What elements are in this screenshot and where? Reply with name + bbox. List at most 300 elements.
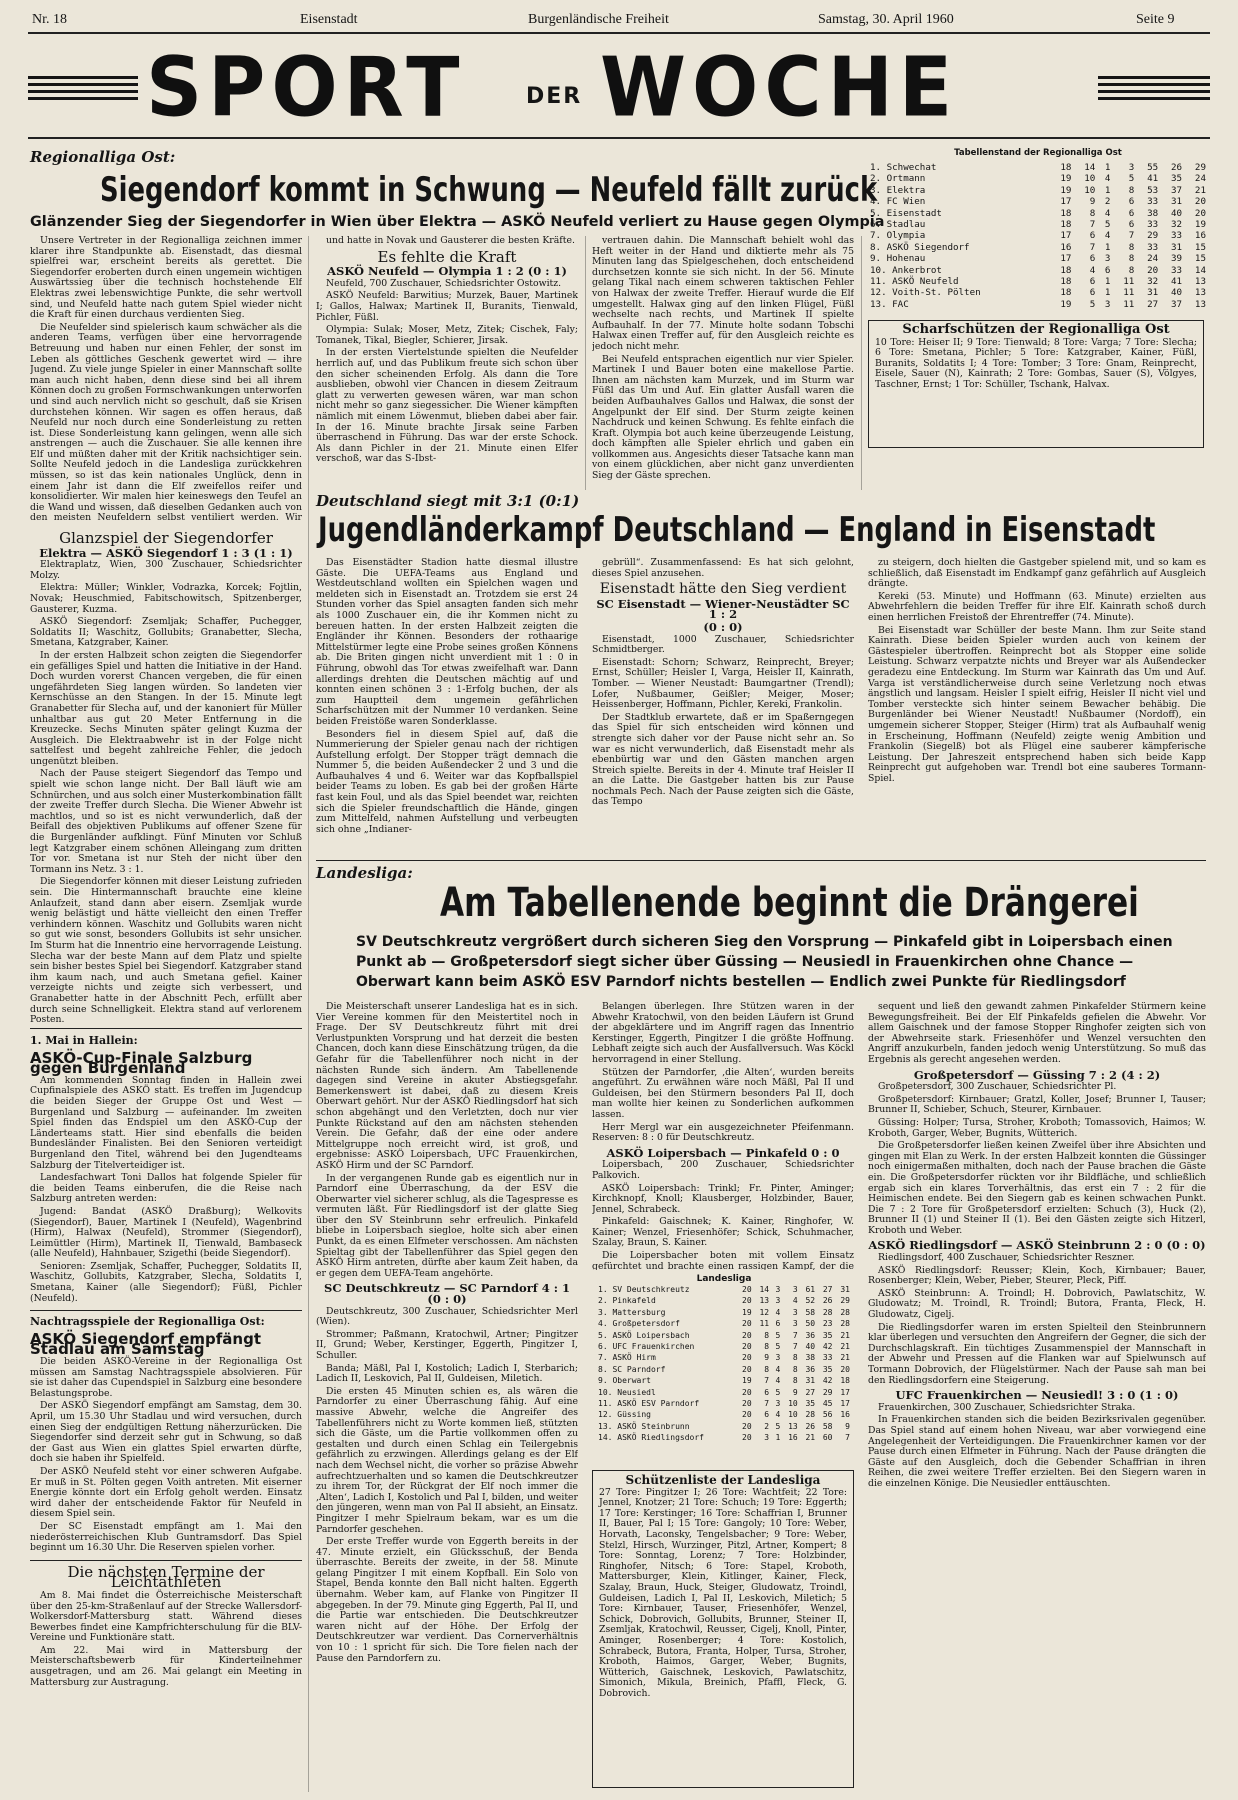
table-row xyxy=(868,265,1208,276)
stat-cell: 42 xyxy=(822,1342,833,1352)
paragraph: Nach der Pause steigert Siegendorf das Tempo und spielt wie schon lange nicht. Der Ball läuft wie am Schnürchen, und aus solch einer Musterkombination fällt der zweite Treffer durch Slecha. Die Wiener Abwehr ist machtlos, und so ist es nicht verwunderlich, daß der Beifall des objektiven Publikums auf offener Szene für die Burgenländer aufklingt. Fünf Minuten vor Schluß legt Katzgraber einem schönen Alleingang zum dritten Tor vor. Smetana ist nur Steh der nicht über den Tormann ins Netz. 3 : 1. xyxy=(30,768,302,875)
stat-cell: 11 xyxy=(1123,298,1135,310)
masthead-der: DER xyxy=(526,84,583,109)
paragraph: Das Eisenstädter Stadion hatte diesmal illustre Gäste. Die UEFA-Teams aus England und Westdeutschland wollten ein Spielchen wagen und meldeten sich in Eisenstadt an. Trotzdem sie erst 24 Stunden vorher das Spiel ansagten fanden sich mehr als 1000 Zuschauer ein, die ihr Kommen nicht zu bereuen hatten. In der ersten Halbzeit zeigten die Engländer ihr Können. Besonders der rothaarige Mittelstürmer legte eine Probe seines großen Könnens ab. Die Briten gingen nicht unverdient mit 1 : 0 in Führung, obwohl das Tor etwas zweifelhaft war. Dann allerdings drehten die Deutschen mächtig auf und konnten einen schönen 3 : 1-Erfolg buchen, der als zum Hauptteil dem ungemein gefährlichen Scharfschützen mit der Nummer 10 verdanken. Seine beiden Freistöße waren Sonderklasse. xyxy=(316,558,578,727)
stat-cell: 20 xyxy=(742,1296,752,1306)
left-lower-column xyxy=(30,1034,302,1794)
table-row xyxy=(596,1307,852,1318)
stat-cell: 38 xyxy=(805,1353,816,1363)
regionalliga-standings xyxy=(868,148,1208,310)
stat-cell: 33 xyxy=(1147,241,1159,253)
paragraph: Die Riedlingsdorfer waren im ersten Spielteil den Steinbrunnern klar überlegen und versuchten den Angreifern der Gegner, die sich der Durchschlagskraft. Ein tüchtiges Zusammenspiel der Mannschaft in der Abwehr und Pressen auf die Flanken war auf Spielwunsch auf Tormann Dobrovich, der Flügelstürmer. Nach der Pause sah man bei den Riedlingsdorfern eine Steigerung. xyxy=(868,1321,1206,1386)
issue-number: Nr. 18 xyxy=(32,12,67,27)
masthead xyxy=(28,40,1210,136)
paragraph: Der erste Treffer wurde von Eggerth bereits in der 47. Minute erzielt, ein Glücksschuß, der Benda überraschte. Bereits der zweite, in der 58. Minute gelang Pingitzer I mit einem Kopfball. Ein Solo von Stapel, Benda konnte den Ball nicht halten. Eggerth übernahm. Weber kam, auf Flanke von Pingitzer II abgegeben. In der 79. Minute ging Eggerth, Pal II, und die Partie war entschieden. Die Deutschkreutzer waren nicht auf der Höhe. Der Erfolg der Deutschkreutzer war verdient. Das Cornerverhältnis von 10 : 1 spricht für sich. Die Tore fielen nach der Pause den Parndorfern zu. xyxy=(316,1536,578,1664)
stat-cell: 9 xyxy=(764,1353,770,1363)
stat-cell: 35 xyxy=(805,1399,816,1409)
stat-cell: 7 xyxy=(764,1399,770,1409)
stat-cell: 24 xyxy=(1147,253,1159,265)
paragraph: Die Siegendorfer können mit dieser Leistung zufrieden sein. Die Hintermannschaft brauchte eine kleine Anlaufzeit, stand dann aber eisern. Zsemljak wurde wenig belästigt und hätte vielleicht den einen Treffer verhindern können. Waschitz und Gollubits waren nicht so gut wie sonst, besonders Gollubits ist sehr unsicher. Im Sturm hat die Innentrio eine hervorragende Leistung. Slecha war der beste Mann auf dem Platz und spielte sein bisher bestes Spiel bei Siegendorf. Katzgraber stand ihm kaum nach, und auch Smetana gefiel. Kainer verzeigte nichts und zeigte sich verbessert, und Granabetter hatte in der Abschnitt Pech, erfüllt aber durch seine Schnelligkeit. Elektra stand auf verlorenem Posten. xyxy=(30,876,302,1024)
lead-column-3 xyxy=(592,236,854,490)
stat-cell: 3 xyxy=(1128,162,1135,173)
stat-cell: 18 xyxy=(1060,207,1072,219)
lead-kicker: Regionalliga Ost: xyxy=(30,148,176,166)
stat-cell: 41 xyxy=(1170,276,1183,288)
paragraph: Herr Mergl war ein ausgezeichneter Pfeifenmann. Reserven: 8 : 0 für Deutschkreutz. xyxy=(592,1121,854,1144)
team-cell: 9. Hohenau xyxy=(870,253,926,265)
stat-cell: 33 xyxy=(822,1353,833,1363)
stat-cell: 18 xyxy=(1060,264,1072,276)
stat-cell: 3 xyxy=(1104,298,1111,310)
masthead-woche: WOCHE xyxy=(600,40,959,136)
table-row xyxy=(596,1387,852,1398)
stat-cell: 14 xyxy=(1194,264,1206,276)
stat-cell: 6 xyxy=(764,1410,770,1420)
stat-cell: 3 xyxy=(775,1296,781,1306)
stat-cell: 19 xyxy=(1060,173,1072,185)
stat-cell: 13 xyxy=(1194,298,1206,310)
stat-cell: 52 xyxy=(805,1296,816,1306)
frau-info: Frauenkirchen, 300 Zuschauer, Schiedsrichter Straka. xyxy=(878,1401,1136,1413)
lead-column-1 xyxy=(30,236,302,524)
stat-cell: 5 xyxy=(1104,219,1111,231)
team-cell: 5. ASKÖ Loipersbach xyxy=(598,1330,690,1340)
kraft-title: Es fehlte die Kraft xyxy=(377,247,517,266)
stat-cell: 1 xyxy=(1104,241,1111,253)
stat-cell: 8 xyxy=(792,1353,798,1363)
stat-cell: 5 xyxy=(775,1387,781,1397)
table-row xyxy=(596,1341,852,1352)
stat-cell: 31 xyxy=(840,1285,850,1294)
table-row xyxy=(596,1318,852,1329)
stat-cell: 41 xyxy=(1147,173,1159,185)
team-cell: 2. Pinkafeld xyxy=(598,1296,656,1306)
stat-cell: 3 xyxy=(775,1285,781,1294)
stat-cell: 3 xyxy=(1104,253,1111,265)
stat-cell: 20 xyxy=(1147,264,1159,276)
divider xyxy=(30,1310,302,1311)
stat-cell: 33 xyxy=(1170,264,1183,276)
stat-cell: 8 xyxy=(764,1330,770,1340)
stat-cell: 4 xyxy=(1104,207,1111,219)
stat-cell: 23 xyxy=(822,1319,833,1329)
paragraph: zu steigern, doch hielten die Gastgeber spielend mit, und so kam es schließlich, daß Eisenstadt im Endkampf ganz gefährlich auf Ausgleich drängte. xyxy=(868,558,1206,590)
team-cell: 11. ASKÖ Neufeld xyxy=(870,276,959,288)
stat-cell: 19 xyxy=(742,1376,752,1386)
eisen-info: Eisenstadt, 1000 Zuschauer, Schiedsrichter Schmidtberger. xyxy=(592,633,854,656)
stat-cell: 1 xyxy=(1104,276,1111,288)
stat-cell: 31 xyxy=(805,1376,816,1386)
section-rule xyxy=(316,860,1206,861)
table-row xyxy=(868,173,1208,184)
stat-cell: 20 xyxy=(742,1399,752,1409)
paragraph: In Frauenkirchen standen sich die beiden Bezirksrivalen gegenüber. Das Spiel stand auf einem hohen Niveau, war aber vorwiegend eine Angelegenheit der Verteidigungen. Die Frauenkirchner kamen vor der Pause durch einen Elfmeter in Führung. Nach der Pause drängten die Gäste auf den Ausgleich, doch die Gebender Schaffrian in ihren Reihen, die zwei weitere Treffer erzielten. Bei den Siegern waren in die einzelnen Könige. Die Neusiedler enttäuschten. xyxy=(868,1414,1206,1489)
stat-cell: 37 xyxy=(1170,184,1183,196)
stat-cell: 19 xyxy=(1060,298,1072,310)
paragraph: Banda; Mäßl, Pal I, Kostolich; Ladich I, Sterbarich; Ladich II, Leskovich, Pal II, Guldeisen, Miletich. xyxy=(316,1362,578,1385)
paragraph: Besonders fiel in diesem Spiel auf, daß die Nummerierung der Spieler genau nach der richtigen Aufstellung erfolgt. Der Stopper trägt demnach die Nummer 5, die beiden Außendecker 2 und 3 und die Aufbauhalves 4 und 6. Weiter war das Kopfballspiel beider Teams zu loben. Es gab bei der großen Härte fast kein Foul, und als das Spiel beendet war, reichten sich die Spieler freundschaftlich die Hände, gingen zum Mittelfeld, nahmen Aufstellung und verbeugten sich ohne „Indianer- xyxy=(316,728,578,835)
table-row xyxy=(596,1432,852,1443)
eisen-result-ht: (0 : 0) xyxy=(703,619,743,634)
stat-cell: 13 xyxy=(1194,276,1206,288)
section-rule xyxy=(30,1028,302,1029)
stat-cell: 50 xyxy=(805,1319,816,1329)
stat-cell: 18 xyxy=(1060,276,1072,288)
stat-cell: 20 xyxy=(1194,196,1206,208)
stat-cell: 21 xyxy=(805,1433,816,1443)
paragraph: In der ersten Viertelstunde spielten die Neufelder herrlich auf, und das Publikum freute sich schon über den sicher scheinenden Erfolg. Als dann die Tore ausblieben, obwohl vier Chancen in diesem Zeitraum glatt zu verwerten gewesen wären, war man schon nicht mehr so ganz siegessicher. Die Wiener kämpften nämlich mit einem Löwenmut, blieben dabei aber fair. In der 16. Minute brachte Jirsak seine Farben überraschend in Führung. Das war der erste Schock. Als dann Pichler in der 21. Minute einen Elfer verschoß, war das S-Ibst- xyxy=(316,347,578,465)
paragraph: Strommer; Paßmann, Kratochwil, Artner; Pingitzer II, Grund; Weber, Kerstinger, Eggerth, Pingitzer I, Schuller. xyxy=(316,1328,578,1361)
team-cell: 6. UFC Frauenkirchen xyxy=(598,1342,695,1352)
stat-cell: 20 xyxy=(1194,207,1206,219)
paragraph: gebrüll“. Zusammenfassend: Es hat sich gelohnt, dieses Spiel anzusehen. xyxy=(592,558,854,579)
paragraph: vertrauen dahin. Die Mannschaft behielt wohl das Heft weiter in der Hand und diktierte mehr als 75 Minuten lang das Spielgeschehen, doch entscheidend durchsetzen konnte sie sich nicht. In der 56. Minute gelang Tikal nach einem schweren taktischen Fehler von Halwax der zweite Treffer. Hierauf wurde die Elf umgestellt. Halwax ging auf den linken Flügel, Füßl wechselte nach rechts, und Martinek II spielte Aufbauhalf. In der 77. Minute holte sodann Tobschi Halwax einen Treffer auf, für den Ausgleich reichte es jedoch nicht mehr. xyxy=(592,236,854,352)
stat-cell: 13 xyxy=(788,1421,798,1431)
stat-cell: 20 xyxy=(742,1364,752,1374)
stat-cell: 16 xyxy=(840,1410,850,1420)
stat-cell: 8 xyxy=(1128,264,1135,276)
stat-cell: 6 xyxy=(1128,219,1135,231)
stat-cell: 5 xyxy=(775,1342,781,1352)
table-row xyxy=(868,230,1208,241)
stat-cell: 3 xyxy=(792,1285,798,1294)
team-cell: 8. ASKÖ Siegendorf xyxy=(870,241,970,253)
team-cell: 8. SC Parndorf xyxy=(598,1364,666,1374)
lead-subhead: Glänzender Sieg der Siegendorfer in Wien über Elektra — ASKÖ Neufeld verliert zu Hause gegen Olympia xyxy=(30,214,885,230)
stat-cell: 8 xyxy=(764,1364,770,1374)
stat-cell: 55 xyxy=(1147,162,1159,173)
masthead-stripes-left xyxy=(28,76,138,104)
paragraph: Jugend: Bandat (ASKÖ Draßburg); Welkovits (Siegendorf), Bauer, Martinek I (Neufeld), Wagenbrind (Hirm), Halwax (Neufeld), Strommer (Siegendorf), Leimüttler (Hirm), Martinek II, Tienwald, Bambaseck (alle Neufeld), Hahnbauer, Szigethi (beide Siegendorf). xyxy=(30,1205,302,1260)
stat-cell: 28 xyxy=(822,1307,833,1317)
stat-cell: 11 xyxy=(1123,287,1135,299)
stat-cell: 4 xyxy=(1089,264,1096,276)
table-row xyxy=(596,1375,852,1386)
stat-cell: 2 xyxy=(1104,196,1111,208)
paragraph: ASKÖ Neufeld: Barwitius; Murzek, Bauer, Martinek I; Gallos, Halwax; Martinek II, Buranits, Tienwald, Pichler, Füßl. xyxy=(316,290,578,323)
paragraph: Die Neufelder sind spielerisch kaum schwächer als die anderen Teams, verfügen über eine hervorragende Betreuung und haben nur einen Fehler, der sonst im Leben als göttliches Geschenk gewertet wird — ihre Jugend. Zu viele junge Spieler in einer Mannschaft sollte man auch nicht haben, denn diese sind bei all ihrem Können doch zu großen Formschwankungen unterworfen und sind auch nervlich nicht so geschult, daß sie Krisen durchstehen können. Wir sagen es offen heraus, daß Neufeld nur noch durch eine Sonderleistung zu retten ist. Diese Sonderleistung kann gelingen, wenn alle sich anstrengen — auch die Zuschauer. Sie alle kennen ihre Elf und müßten daher mit der Kritik nachsichtiger sein. Sollte Neufeld jedoch in die Landesliga zurückkehren müssen, so ist das kein nationales Unglück, denn in einem Jahr ist dann die Elf zweifellos reifer und konsolidierter. Wir malen hier keineswegs den Teufel an die Wand und wissen, daß dieselben Gedanken auch von den meisten Neufeldern selbst ventiliert werden. Wir xyxy=(30,321,302,524)
stat-cell: 14 xyxy=(759,1285,770,1294)
stat-cell: 9 xyxy=(845,1421,850,1431)
stat-cell: 20 xyxy=(742,1433,752,1443)
column-rule xyxy=(861,236,862,490)
page-number: Seite 9 xyxy=(1136,12,1175,27)
team-cell: 10. Ankerbrot xyxy=(870,264,942,276)
stat-cell: 13 xyxy=(759,1296,770,1306)
paragraph: Stützen der Parndorfer, ‚die Alten‘, wurden bereits angeführt. Zu erwähnen wäre noch Mäßl, Pal II und Guldeisen, bei den Stürmern besonders Pal II, doch man wollte hier keinen zu Sonderlichen aufkommen lassen. xyxy=(592,1066,854,1120)
stat-cell: 16 xyxy=(788,1433,798,1443)
team-cell: 6. Stadlau xyxy=(870,219,926,231)
scorers-title: Scharfschützen der Regionalliga Ost xyxy=(902,322,1170,337)
table-row xyxy=(868,196,1208,207)
stat-cell: 6 xyxy=(1128,207,1135,219)
team-cell: 1. Schwechat xyxy=(870,162,937,173)
stat-cell: 19 xyxy=(1060,184,1072,196)
hallein-headline: ASKÖ-Cup-Finale Salzburg gegen Burgenland xyxy=(30,1048,253,1078)
paragraph: Bei Neufeld entsprachen eigentlich nur vier Spieler. Martinek I und Bauer boten eine makellose Partie. Ihnen am nächsten kam Murzek, und im Sturm war Füßl das Um und Auf. Ein glatter Ausfall waren die beiden Aufbauhalves Gallos und Halwax, die sonst der Angelpunkt der Elf sind. Der Sturm zeigte keinen Nachdruck und keinen Schwung. Es fehlte einfach die Kraft. Olympia bot auch keine überzeugende Leistung, doch kämpften alle Spieler ehrlich und gaben ein vollkommen aus. Angesichts dieser Tatsache kann man von einem glücklichen, aber nicht ganz unverdienten Sieg der Gäste sprechen. xyxy=(592,353,854,482)
ll-scorers-text: 27 Tore: Pingitzer I; 26 Tore: Wachtfeit; 22 Tore: Jennel, Knotzer; 21 Tore: Schuch; 19 Tore: Eggerth; 17 Tore: Kerstinger; 16 Tore: Schaffrian I, Brunner II, Bauer, Pal I; 15 Tore: Gangoly; 10 Tore: Weber, Horvath, Laconsky, Tengelsbacher; 9 Tore: Weber, Stelzl, Hirsch, Wurzinger, Pitzl, Artner, Kompert; 8 Tore: Sonntag, Lorenz; 7 Tore: Holzbinder, Ringhofer, Nitsch; 6 Tore: Stapel, Kroboth, Mattersburger, Klein, Kitlinger, Kainer, Fleck, Szalay, Braun, Huck, Steiger, Gludowatz, Troindl, Guldeisen, Ladich I, Pal II, Leskovich, Miletich; 5 Tore: Kirnbauer, Tauser, Friesenhöfer, Wenzel, Schick, Dobrovich, Gollubits, Brunner, Steiner II, Zsemljak, Kratochwil, Reusser, Cigelj, Knoll, Pinter, Aminger, Rosenberger; 4 Tore: Kostolich, Schrabeck, Butora, Franta, Holper, Tursa, Stroher, Kroboth, Haimos, Garger, Weber, Bugnits, Wütterich, Gaischnek, Leskovich, Pawlatschitz, Simonich, Mikula, Breinich, Pfaffl, Fleck, G. Dobrovich. xyxy=(599,1486,847,1699)
stat-cell: 35 xyxy=(822,1364,833,1374)
stat-cell: 20 xyxy=(742,1353,752,1363)
masthead-sport: SPORT xyxy=(146,40,466,136)
stat-cell: 18 xyxy=(1060,219,1072,231)
paragraph: In der vergangenen Runde gab es eigentlich nur in Parndorf eine Überraschung, da der ESV die Oberwarter viel sicherer schlug, als die Tagespresse es vermuten läßt. Für Riedlingsdorf ist der glatte Sieg über den SV Steinbrunn sehr erfreulich. Pinkafeld bliebe in Loipersbach siegloe, holte sich aber einen Punkt, da es einen Elfmeter verschossen. Am nächsten Spieltag gibt der Tabellenführer das Spiel gegen den ASKÖ Hirm antreten, dürfte aber kaum Zeit haben, da er gegen dem UEFA-Team angehörte. xyxy=(316,1172,578,1279)
stat-cell: 31 xyxy=(1147,287,1159,299)
stat-cell: 26 xyxy=(822,1296,833,1306)
stat-cell: 29 xyxy=(840,1296,850,1306)
paragraph: Am 22. Mai wird in Mattersburg der Meisterschaftsbewerb für Kinderteilnehmer ausgetragen, und am 26. Mai gelangt ein Meeting in Mattersburg zur Austragung. xyxy=(30,1644,302,1688)
team-cell: 3. Mattersburg xyxy=(598,1307,666,1317)
paragraph: Der Stadtklub erwartete, daß er im Spaßerngegen das Spiel für sich entscheiden wird können und strengte sich daher vor der Pause nicht sehr an. So war es nicht verwunderlich, daß Eisenstadt mehr als ebenbürtig war und den Gästen manchen argen Streich spielte. Bereits in der 4. Minute traf Heisler II an die Latte. Die Gastgeber hatten bis zur Pause nochmals Pech. Nach der Pause zeigten sich die Gäste, das Tempo xyxy=(592,711,854,808)
stat-cell: 35 xyxy=(1170,173,1183,185)
stat-cell: 32 xyxy=(1147,276,1159,288)
stat-cell: 8 xyxy=(1128,253,1135,265)
youth-column-3 xyxy=(868,558,1206,858)
frau-title: UFC Frauenkirchen — Neusiedl! 3 : 0 (1 : 0) xyxy=(895,1388,1179,1403)
stat-cell: 27 xyxy=(1147,298,1159,310)
stat-cell: 1 xyxy=(1104,184,1111,196)
stat-cell: 6 xyxy=(1104,264,1111,276)
stat-cell: 6 xyxy=(1128,196,1135,208)
table-row xyxy=(868,276,1208,287)
nachtrag-headline: ASKÖ Siegendorf empfängt Stadlau am Samstag xyxy=(30,1329,262,1359)
stat-cell: 18 xyxy=(1060,287,1072,299)
standings-table xyxy=(868,162,1208,310)
stat-cell: 29 xyxy=(1147,230,1159,242)
stat-cell: 7 xyxy=(1089,241,1096,253)
stat-cell: 21 xyxy=(840,1330,850,1340)
youth-headline: Jugendländerkampf Deutschland — England in Eisenstadt xyxy=(318,510,1156,550)
team-cell: 9. Oberwart xyxy=(598,1376,651,1386)
team-cell: 4. Großpetersdorf xyxy=(598,1319,680,1329)
table-row xyxy=(868,162,1208,173)
table-row xyxy=(596,1352,852,1363)
stat-cell: 5 xyxy=(775,1421,781,1431)
paragraph: Olympia: Sulak; Moser, Metz, Zitek; Cischek, Faly; Tomanek, Tikal, Biegler, Schierer, Jirsak. xyxy=(316,324,578,346)
stat-cell: 10 xyxy=(1084,184,1096,196)
glanz-result: Elektra — ASKÖ Siegendorf 1 : 3 (1 : 1) xyxy=(39,545,293,560)
stat-cell: 20 xyxy=(742,1330,752,1340)
stat-cell: 3 xyxy=(764,1433,770,1443)
paragraph: Senioren: Zsemljak, Schaffer, Puchegger, Soldatits II, Waschitz, Gollubits, Katzgraber, Slecha, Soldatits I, Smetana, Kainer (alle Siegendorf); Füßl, Pichler (Neufeld). xyxy=(30,1260,302,1304)
stat-cell: 18 xyxy=(1060,162,1072,173)
stat-cell: 6 xyxy=(1089,253,1096,265)
landesliga-column-1 xyxy=(316,1002,578,1792)
stat-cell: 6 xyxy=(1089,230,1096,242)
stat-cell: 6 xyxy=(1089,287,1096,299)
stat-cell: 10 xyxy=(788,1410,798,1420)
stat-cell: 61 xyxy=(805,1285,816,1294)
stat-cell: 39 xyxy=(1170,253,1183,265)
stat-cell: 9 xyxy=(792,1387,798,1397)
paragraph: Am 8. Mai findet die Österreichische Meisterschaft über den 25-km-Straßenlauf auf der Strecke Wallersdorf-Wolkersdorf-Mattersburg statt. Während dieses Bewerbes findet eine Kampfrichterschulung für die BLV-Vereine und Funktionäre statt. xyxy=(30,1589,302,1644)
stat-cell: 4 xyxy=(775,1410,781,1420)
kraft-info: Neufeld, 700 Zuschauer, Schiedsrichter Ostowitz. xyxy=(326,277,562,289)
paragraph: Die Loipersbacher boten mit vollem Einsatz gefürchtet und brachte einen rassigen Kampf, der die xyxy=(592,1250,854,1270)
stat-cell: 10 xyxy=(788,1399,798,1409)
table-row xyxy=(868,219,1208,230)
newspaper-name: Burgenländische Freiheit xyxy=(528,12,669,27)
table-row xyxy=(868,242,1208,253)
stat-cell: 10 xyxy=(1084,173,1096,185)
landesliga-column-3 xyxy=(868,1002,1206,1792)
stat-cell: 7 xyxy=(1128,230,1135,242)
stat-cell: 28 xyxy=(840,1319,850,1329)
team-cell: 12. Voith-St. Pölten xyxy=(870,287,981,299)
glanz-title: Glanzspiel der Siegendorfer xyxy=(59,529,273,547)
stat-cell: 21 xyxy=(1194,184,1206,196)
stat-cell: 29 xyxy=(822,1387,833,1397)
paragraph: Die beiden ASKÖ-Vereine in der Regionalliga Ost müssen am Samstag Nachtragsspiele absolvieren. Für sie ist daher das Cupendspiel in Salzburg eine besondere Belastungsprobe. xyxy=(30,1356,302,1399)
column-rule xyxy=(585,236,586,490)
stat-cell: 31 xyxy=(1170,241,1183,253)
table-row xyxy=(596,1330,852,1341)
stat-cell: 20 xyxy=(742,1319,752,1329)
ried-info: Riedlingsdorf, 400 Zuschauer, Schiedsrichter Reszner. xyxy=(878,1252,1135,1264)
stat-cell: 8 xyxy=(764,1342,770,1352)
stat-cell: 3 xyxy=(775,1399,781,1409)
stat-cell: 58 xyxy=(822,1421,833,1431)
stat-cell: 3 xyxy=(775,1353,781,1363)
stat-cell: 19 xyxy=(742,1307,752,1317)
table-row xyxy=(868,208,1208,219)
stat-cell: 31 xyxy=(1170,196,1183,208)
stat-cell: 21 xyxy=(840,1342,850,1352)
team-cell: 7. Olympia xyxy=(870,230,926,242)
stat-cell: 40 xyxy=(1170,287,1183,299)
stat-cell: 33 xyxy=(1147,219,1159,231)
gross-title: Großpetersdorf — Güssing 7 : 2 (4 : 2) xyxy=(913,1067,1161,1082)
stat-cell: 17 xyxy=(1060,230,1072,242)
stat-cell: 20 xyxy=(742,1421,752,1431)
kraft-result: ASKÖ Neufeld — Olympia 1 : 2 (0 : 1) xyxy=(327,264,567,279)
stat-cell: 20 xyxy=(742,1342,752,1352)
stat-cell: 17 xyxy=(840,1399,850,1409)
paragraph: und hatte in Novak und Gausterer die besten Kräfte. xyxy=(326,236,575,246)
stat-cell: 38 xyxy=(1147,207,1159,219)
stat-cell: 16 xyxy=(1194,230,1206,242)
table-row xyxy=(596,1421,852,1432)
table-row xyxy=(868,185,1208,196)
stat-cell: 11 xyxy=(759,1319,770,1329)
loip-info: Loipersbach, 200 Zuschauer, Schiedsrichter Palkovich. xyxy=(592,1159,854,1181)
ll-scorers-title: Schützenliste der Landesliga xyxy=(625,1473,821,1487)
stat-cell: 18 xyxy=(840,1376,850,1386)
paragraph: ASKÖ Loipersbach: Trinkl; Fr. Pinter, Aminger; Kirchknopf, Knoll; Klausberger, Holzbinder, Bauer, Jennel, Schrabeck. xyxy=(592,1182,854,1215)
stat-cell: 1 xyxy=(1104,287,1111,299)
ried-title: ASKÖ Riedlingsdorf — ASKÖ Steinbrunn 2 : 0 (0 : 0) xyxy=(868,1238,1206,1253)
team-cell: 5. Eisenstadt xyxy=(870,207,942,219)
landesliga-table-title: Landesliga xyxy=(696,1274,752,1284)
stat-cell: 6 xyxy=(1089,276,1096,288)
glanz-article xyxy=(30,528,302,1024)
gross-info: Großpetersdorf, 300 Zuschauer, Schiedsrichter Pl. xyxy=(878,1081,1117,1093)
paragraph: Großpetersdorf: Kirnbauer; Gratzl, Koller, Josef; Brunner I, Tauser; Brunner II, Schieber, Schuch, Steurer, Kirnbauer. xyxy=(868,1093,1206,1116)
stat-cell: 21 xyxy=(840,1353,850,1363)
stat-cell: 20 xyxy=(742,1387,752,1397)
stat-cell: 9 xyxy=(1089,196,1096,208)
stat-cell: 45 xyxy=(822,1399,833,1409)
table-row xyxy=(596,1409,852,1420)
stat-cell: 36 xyxy=(805,1364,816,1374)
paragraph: In der ersten Halbzeit schon zeigten die Siegendorfer ein gefälliges Spiel und hatten die Initiative in der Hand. Doch wurden vorerst Chancen vergeben, die für einen ungefährdeten Sieg langen würden. So landeten vier Kernschüsse an den Stangen. In der 15. Minute legt Granabetter für Slecha auf, und der kanoniert für Müller unhaltbar aus gut 20 Meter Entfernung in die Kreuzecke. Sechs Minuten später gelingt Kuzma der Ausgleich. Die Elektraabwehr ist in der Folge nicht sattelfest und begeht zahlreiche Fehler, die jedoch ungenützt bleiben. xyxy=(30,649,302,767)
paragraph: Belangen überlegen. Ihre Stützen waren in der Abwehr Kratochwil, von den beiden Läufern ist Grund der abgeklärtere und im Angriff ragen das Innentrio Kerstinger, Eggerth, Pingitzer I die größte Hoffnung. Lebhaft zeigte sich auch der Ausfallversuch. Was Köckl hervorragend in einer Stellung. xyxy=(592,1002,854,1065)
stat-cell: 4 xyxy=(792,1296,798,1306)
stat-cell: 4 xyxy=(1104,173,1111,185)
stat-cell: 26 xyxy=(1170,162,1183,173)
stat-cell: 8 xyxy=(1089,207,1096,219)
stat-cell: 4 xyxy=(775,1307,781,1317)
paragraph: Güssing: Holper; Tursa, Stroher, Kroboth; Tomassovich, Haimos; W. Kroboth, Garger, Weber, Bugnits, Wütterich. xyxy=(868,1116,1206,1139)
landesliga-table xyxy=(596,1274,852,1444)
table-row xyxy=(596,1398,852,1409)
stat-cell: 3 xyxy=(792,1307,798,1317)
landesliga-subhead-2: Punkt ab — Großpetersdorf siegt sicher über Güssing — Neusiedl in Frauenkirchen ohne Chance — xyxy=(356,954,1134,970)
table-row xyxy=(596,1295,852,1306)
team-cell: 11. ASKÖ ESV Parndorf xyxy=(598,1399,700,1409)
stat-cell: 15 xyxy=(1194,253,1206,265)
team-cell: 2. Ortmann xyxy=(870,173,926,185)
stat-cell: 5 xyxy=(775,1330,781,1340)
paragraph: Pinkafeld: Gaischnek; K. Kainer, Ringhofer, W. Kainer; Wenzel, Friesenhöfer; Schick, Schuhmacher, Szalay, Braun, S. Kainer. xyxy=(592,1216,854,1249)
landesliga-subhead-1: SV Deutschkreutz vergrößert durch sicheren Sieg den Vorsprung — Pinkafeld gibt in Loipersbach einen xyxy=(356,934,1173,950)
stat-cell: 58 xyxy=(805,1307,816,1317)
paragraph: Bei Eisenstadt war Schüller der beste Mann. Ihm zur Seite stand Kainrath. Diese beiden Spieler wurden auch von keinem der Gästespieler übertroffen. Reinprecht bot als Stopper eine solide Leistung. Schwarz verpatzte nichts und Breyer war als Außendecker geradezu eine Entdeckung. Im Sturm war Kainrath das Um und Auf. Varga ist verständlicherweise durch seine Verletzung noch etwas ängstlich und langsam. Heisler I spielt eifrig, Heisler II nicht viel und Tomber versteckte sich hinter seinem Bewacher behäbig. Die Burgenländer bei Wiener Neustadt! Nußbaumer (Nordoff), ein umgemein sicherer Stopper, Steiger (Hirm) trat als Aufbauhalf wenig in Erscheinung, Hoffmann (Neufeld) zeigte wenig Ambition und Frankolin (Siegelß) bot als Flügel eine sauberer kämpferische Leistung. Der Jahreszeit entsprechend haben sich beide Kapp Reinprecht gut aufgehoben war. Trendl bot eine sauberes Tormann-Spiel. xyxy=(868,624,1206,784)
stat-cell: 17 xyxy=(1060,196,1072,208)
column-rule xyxy=(308,236,309,1792)
stat-cell: 6 xyxy=(775,1319,781,1329)
scorers-text: 10 Tore: Heiser II; 9 Tore: Tienwald; 8 Tore: Varga; 7 Tore: Slecha; 6 Tore: Smetana, Pichler; 5 Tore: Katzgraber, Kainer, Füßl, Buranits, Soldatits I; 4 Tore: Tomber; 3 Tore: Gnam, Reinprecht, Eisele, Sauer (N), Kainrath; 2 Tore: Gombas, Sauer (S), Völgyes, Taschner, Ernst; 1 Tor: Schüller, Tschank, Halvax. xyxy=(875,336,1197,390)
stat-cell: 32 xyxy=(1170,219,1183,231)
paragraph: Die Großpetersdorfer ließen keinen Zweifel über ihre Absichten und gingen mit Elan zu Werk. In der ersten Halbzeit konnten die Güssinger noch einigermaßen mithalten, doch nach der Pause brachen die Gäste ein. Die Großpetersdorfer rückten vor ihr Bildfläche, und schließlich ergab sich ein klares Torverhältnis, das erst ein 7 : 2 für die Heimischen endete. Bei den Siegern gab es keinen schwachen Punkt. Die 7 : 2 Tore für Großpetersdorf erzielten: Schuch (3), Huck (2), Brunner II (1) und Steiner II (1). Bei den Gästen zeigte sich Hitzerl, Kroboth und Weber. xyxy=(868,1140,1206,1236)
stat-cell: 4 xyxy=(775,1376,781,1386)
landesliga-scorers-box xyxy=(592,1470,854,1788)
stat-cell: 7 xyxy=(764,1376,770,1386)
place: Eisenstadt xyxy=(300,12,358,27)
paragraph: ASKÖ Riedlingsdorf: Reusser; Klein, Koch, Kirnbauer; Bauer, Rosenberger; Klein, Weber, Pieber, Steurer, Pleck, Piff. xyxy=(868,1264,1206,1287)
stat-cell: 7 xyxy=(845,1433,850,1443)
deut-info: Deutschkreutz, 300 Zuschauer, Schiedsrichter Merl (Wien). xyxy=(316,1305,578,1328)
table-row xyxy=(868,287,1208,298)
team-cell: 10. Neusiedl xyxy=(598,1387,656,1397)
deut-title: SC Deutschkreutz — SC Parndorf 4 : 1 (0 : 0) xyxy=(324,1281,570,1307)
eisen-result: SC Eisenstadt — Wiener-Neustädter SC 1 : 2 xyxy=(596,596,850,622)
table-row xyxy=(596,1284,852,1295)
stat-cell: 8 xyxy=(792,1364,798,1374)
stat-cell: 5 xyxy=(1089,298,1096,310)
table-row xyxy=(868,299,1208,310)
paragraph: Der ASKÖ Neufeld steht vor einer schweren Aufgabe. Er muß in St. Pölten gegen Voith antreten. Mit eiserner Energie könnte dort ein Erfolg geholt werden. Einsatz wird daher der entscheidende Faktor für Neufeld in diesem Spiel sein. xyxy=(30,1465,302,1520)
page-header xyxy=(28,10,1210,34)
hallein-kicker: 1. Mai in Hallein: xyxy=(30,1034,138,1047)
paragraph: Der ASKÖ Siegendorf empfängt am Samstag, dem 30. April, um 15.30 Uhr Stadlau und wird versuchen, durch einen Sieg der endgültigen Rettung näherzurücken. Die Siegendorfer sind derzeit sehr gut in Schwung, so daß der Gast aus Wien ein glattes Spiel erwarten dürfte, doch sie haben ihr Spielfeld. xyxy=(30,1400,302,1465)
stat-cell: 28 xyxy=(805,1410,816,1420)
stat-cell: 40 xyxy=(805,1342,816,1352)
paragraph: ASKÖ Steinbrunn: A. Troindl; H. Dobrovich, Pawlatschitz, W. Gludowatz; M. Troindl, R. Troindl; Butora, Franta, Fleck, H. Gludowatz, Cigelj. xyxy=(868,1287,1206,1321)
stat-cell: 8 xyxy=(792,1376,798,1386)
stat-cell: 7 xyxy=(792,1342,798,1352)
team-cell: 1. SV Deutschkreutz xyxy=(598,1285,690,1294)
stat-cell: 2 xyxy=(764,1421,770,1431)
stat-cell: 33 xyxy=(1170,230,1183,242)
stat-cell: 5 xyxy=(1128,173,1135,185)
stat-cell: 17 xyxy=(840,1387,850,1397)
stat-cell: 1 xyxy=(775,1433,781,1443)
stat-cell: 37 xyxy=(1170,298,1183,310)
divider xyxy=(30,1560,302,1561)
loip-title: ASKÖ Loipersbach — Pinkafeld 0 : 0 xyxy=(606,1145,840,1160)
stat-cell: 1 xyxy=(1104,162,1111,173)
